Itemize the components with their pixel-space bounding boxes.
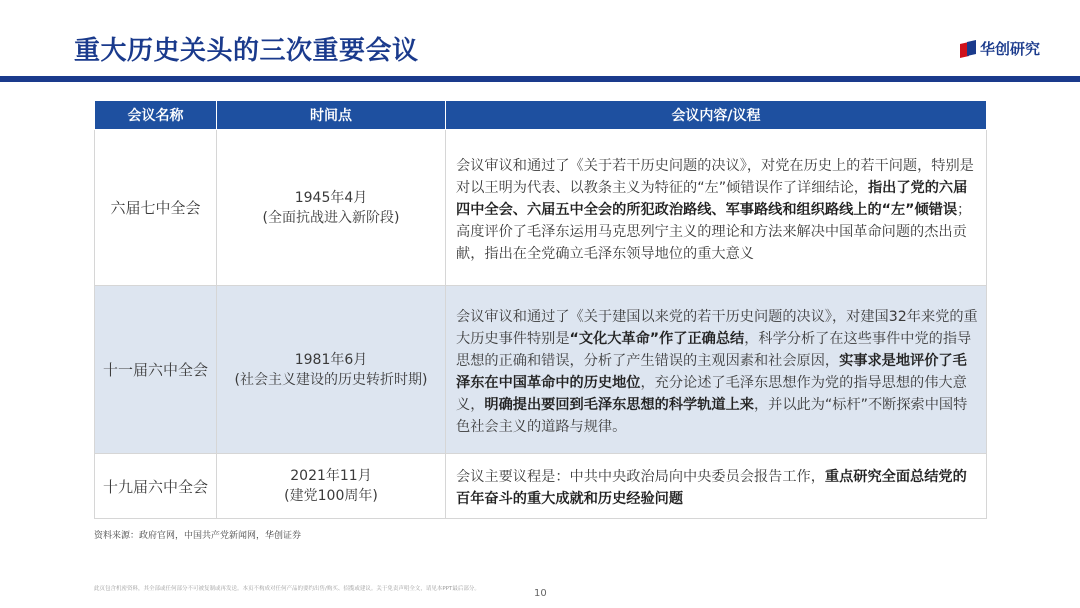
meeting-content-cell	[446, 454, 987, 519]
column-header-time: 时间点	[217, 101, 446, 130]
content-highlight: “文化大革命”作了正确总结	[569, 330, 745, 347]
meeting-name-cell: 十九届六中全会	[95, 454, 217, 519]
meeting-period: (全面抗战进入新阶段)	[262, 209, 400, 226]
header-divider	[0, 76, 1080, 82]
meeting-date: 1981年6月	[294, 351, 368, 368]
meeting-time-cell	[217, 130, 446, 286]
column-header-content: 会议内容/议程	[446, 101, 987, 130]
meeting-name-cell: 十一届六中全会	[95, 286, 217, 454]
logo-mark-icon	[960, 41, 976, 57]
meeting-time-cell	[217, 286, 446, 454]
content-text: 会议审议和通过了《关于建国以来党的若干历史问题的决议》，对建国32年来党的重大历史事件特别是	[456, 308, 978, 347]
content-highlight: 指出了党的六届四中全会、六届五中全会的所犯政治路线、军事路线和组织路线上的“左”倾错误	[456, 179, 968, 218]
table-row	[95, 454, 987, 519]
content-text: ；高度评价了毛泽东运用马克思列宁主义的理论和方法来解决中国革命问题的杰出贡献，指出在全党确立毛泽东领导地位的重大意义	[456, 201, 972, 262]
page-number: 10	[534, 588, 547, 599]
column-header-name: 会议名称	[95, 101, 217, 130]
content-text: 会议主要议程是：中共中央政治局向中央委员会报告工作，	[456, 469, 825, 485]
table-row	[95, 286, 987, 454]
table-row	[95, 130, 987, 286]
meeting-content-cell	[446, 286, 987, 454]
logo-text: 华创研究	[979, 40, 1040, 58]
content-text: ，并以此为“标杆”不断探索中国特色社会主义的道路与规律。	[456, 396, 968, 435]
meeting-time-cell	[217, 454, 446, 519]
disclaimer-text: 此页包含机密资料，其全部或任何部分不可被复制或再发送。本页不构成对任何产品的要约出售/购买、招揽或建议。关于免责声明全文，请见本PPT最后部分。	[94, 586, 480, 592]
company-logo	[960, 38, 1040, 59]
meeting-date: 2021年11月	[290, 468, 372, 484]
content-highlight: 重点研究全面总结党的百年奋斗的重大成就和历史经验问题	[456, 469, 967, 507]
meeting-content-cell	[446, 130, 987, 286]
content-text: ，科学分析了在这些事件中党的指导思想的正确和错误，分析了产生错误的主观因素和社会原因，	[456, 330, 972, 369]
content-text: ，充分论述了毛泽东思想作为党的指导思想的伟大意义，	[456, 374, 967, 413]
meeting-date: 1945年4月	[294, 189, 368, 206]
meeting-period: (建党100周年)	[284, 488, 378, 504]
table-header-row	[95, 101, 987, 130]
content-highlight: 实事求是地评价了毛泽东在中国革命中的历史地位	[456, 352, 967, 391]
meeting-period: (社会主义建设的历史转折时期)	[234, 371, 428, 388]
content-text: 会议审议和通过了《关于若干历史问题的决议》，对党在历史上的若干问题，特别是对以王明为代表、以教条主义为特征的“左”倾错误作了详细结论，	[456, 157, 974, 196]
content-highlight: 明确提出要回到毛泽东思想的科学轨道上来	[484, 396, 754, 413]
page-title: 重大历史关头的三次重要会议	[74, 36, 419, 66]
source-note: 资料来源：政府官网，中国共产党新闻网，华创证券	[94, 531, 302, 541]
meetings-table	[94, 100, 987, 519]
meeting-name-cell: 六届七中全会	[95, 130, 217, 286]
